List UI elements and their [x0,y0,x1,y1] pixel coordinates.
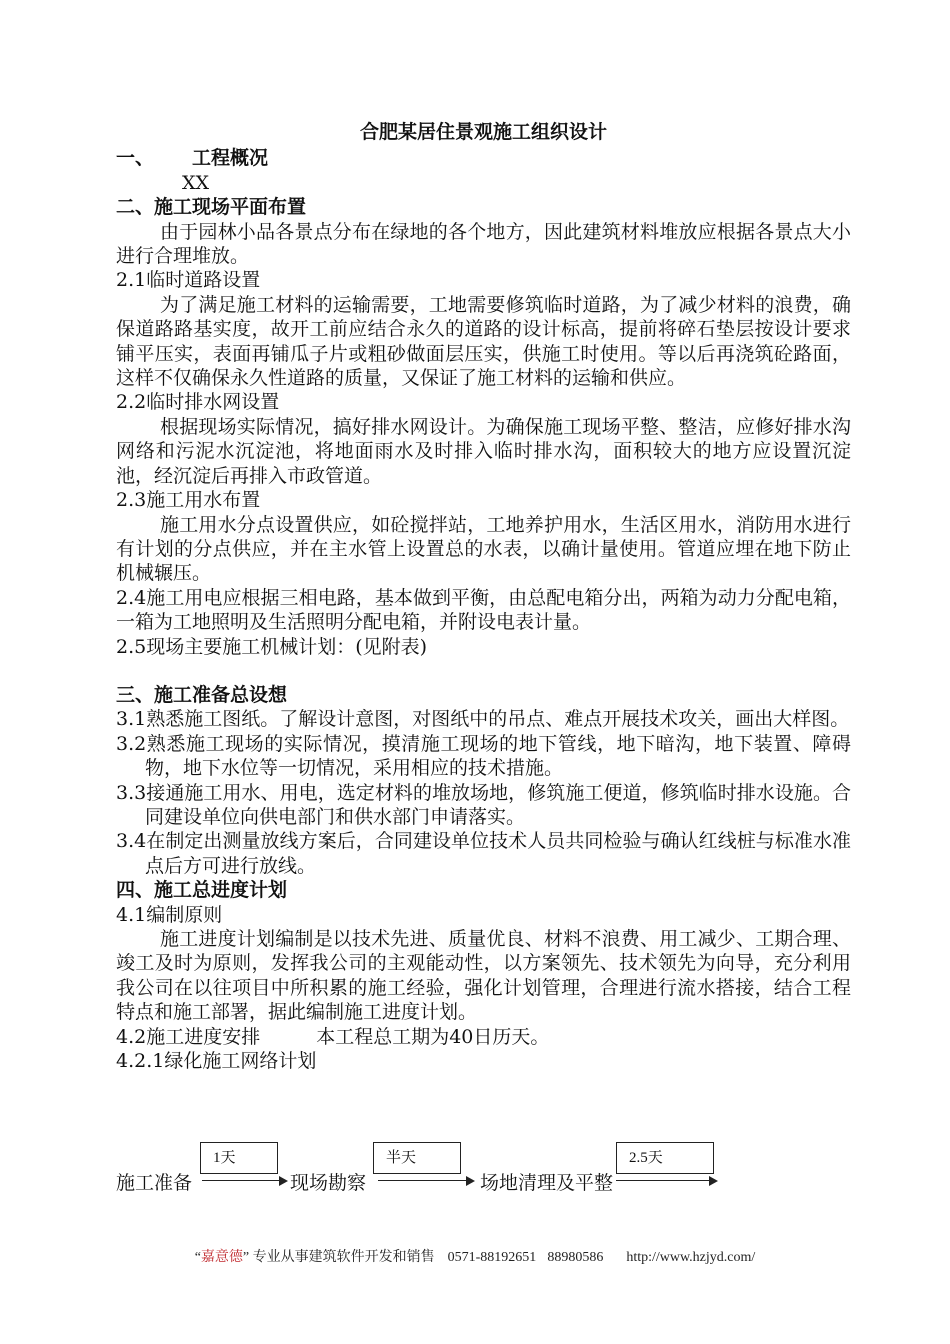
section-3-item: 3.3接通施工用水、用电，选定材料的堆放场地，修筑施工便道，修筑临时排水设施。合同建设单位向供电部门和供水部门申请落实。 [116,781,851,828]
blank-line [116,659,851,683]
section-2-3-title: 2.3施工用水布置 [116,489,261,512]
footer-phone: 0571-88192651 [447,1250,537,1265]
duration-box: 1天 [200,1142,278,1174]
section-2-intro: 由于园林小品各景点分布在绿地的各个地方，因此建筑材料堆放应根据各景点大小进行合理堆放。 [116,220,851,268]
footer-brand: 嘉意德 [200,1250,243,1265]
section-1-heading [116,146,851,170]
document-body [116,120,851,1073]
section-2-1-body: 为了满足施工材料的运输需要，工地需要修筑临时道路，为了减少材料的浪费，确保道路路基实度，故开工前应结合永久的道路的设计标高，提前将碎石垫层按设计要求铺平压实，表面再铺瓜子片或粗砂做面层压实，供施工时使用。等以后再浇筑砼路面，这样不仅确保永久性道路的质量，又保证了施工材料的运输和供应。 [116,293,851,390]
section-2-4: 2.4施工用电应根据三相电路，基本做到平衡，由总配电箱分出，两箱为动力分配电箱，一箱为工地照明及生活照明分配电箱，并附设电表计量。 [116,586,851,634]
network-node: 施工准备 [116,1172,193,1194]
section-3-item: 3.2熟悉施工现场的实际情况，摸清施工现场的地下管线，地下暗沟，地下装置、障碍物，地下水位等一切情况，采用相应的技术措施。 [116,732,851,780]
section-4-2-body: 本工程总工期为40日历天。 [316,1025,550,1048]
footer-text: 专业从事建筑软件开发和销售 [252,1250,435,1265]
footer-phone: 88980586 [547,1250,604,1265]
footer-url[interactable]: http://www.hzjyd.com/ [626,1250,756,1265]
section-1-number: 一、 [116,147,155,170]
section-3-heading: 三、施工准备总设想 [116,683,288,706]
section-1-body: XX [182,171,210,194]
footer-quote-close: ” [242,1250,250,1265]
section-2-2-body: 根据现场实际情况，搞好排水网设计。为确保施工现场平整、整洁，应修好排水沟网络和污泥水沉淀池，将地面雨水及时排入临时排水沟，面积较大的地方应设置沉淀池，经沉淀后再排入市政管道。 [116,415,851,487]
section-3-item: 3.1熟悉施工图纸。了解设计意图，对图纸中的吊点、难点开展技术攻关，画出大样图。 [116,708,850,731]
duration-box: 半天 [373,1142,461,1174]
section-2-heading: 二、施工现场平面布置 [116,196,307,219]
section-4-1-body: 施工进度计划编制是以技术先进、质量优良、材料不浪费、用工减少、工期合理、竣工及时为原则，发挥我公司的主观能动性，以方案领先、技术领先为向导，充分利用我公司在以往项目中所积累的施工经验，强化计划管理，合理进行流水搭接，结合工程特点和施工部署，据此编制施工进度计划。 [116,928,851,1024]
section-2-2-title: 2.2临时排水网设置 [116,391,280,414]
footer-quote-open: “ [194,1250,201,1265]
arrow-right-icon [202,1180,286,1181]
document-title: 合肥某居住景观施工组织设计 [359,121,607,143]
section-2-3-body: 施工用水分点设置供应，如砼搅拌站，工地养护用水，生活区用水，消防用水进行有计划的分点供应，并在主水管上设置总的水表，以确计量使用。管道应埋在地下防止机械辗压。 [116,513,851,585]
network-node: 现场勘察 [290,1172,367,1194]
network-diagram [116,1140,856,1200]
arrow-right-icon [378,1180,473,1181]
section-4-heading: 四、施工总进度计划 [116,879,288,902]
section-4-1-title: 4.1编制原则 [116,903,223,926]
section-2-1-title: 2.1临时道路设置 [116,269,261,292]
network-node: 场地清理及平整 [480,1172,614,1194]
page-footer [0,1246,950,1266]
section-1-title: 工程概况 [192,147,269,170]
arrow-right-icon [616,1180,716,1181]
section-2-5: 2.5现场主要施工机械计划：(见附表) [116,635,428,658]
section-4-2-line [116,1025,851,1049]
section-3-item: 3.4在制定出测量放线方案后，合同建设单位技术人员共同检验与确认红线桩与标准水准点后方可进行放线。 [116,830,851,877]
section-4-2-title: 4.2施工进度安排 [116,1025,261,1048]
section-4-2-1-title: 4.2.1绿化施工网络计划 [116,1050,317,1073]
duration-box: 2.5天 [616,1142,714,1174]
